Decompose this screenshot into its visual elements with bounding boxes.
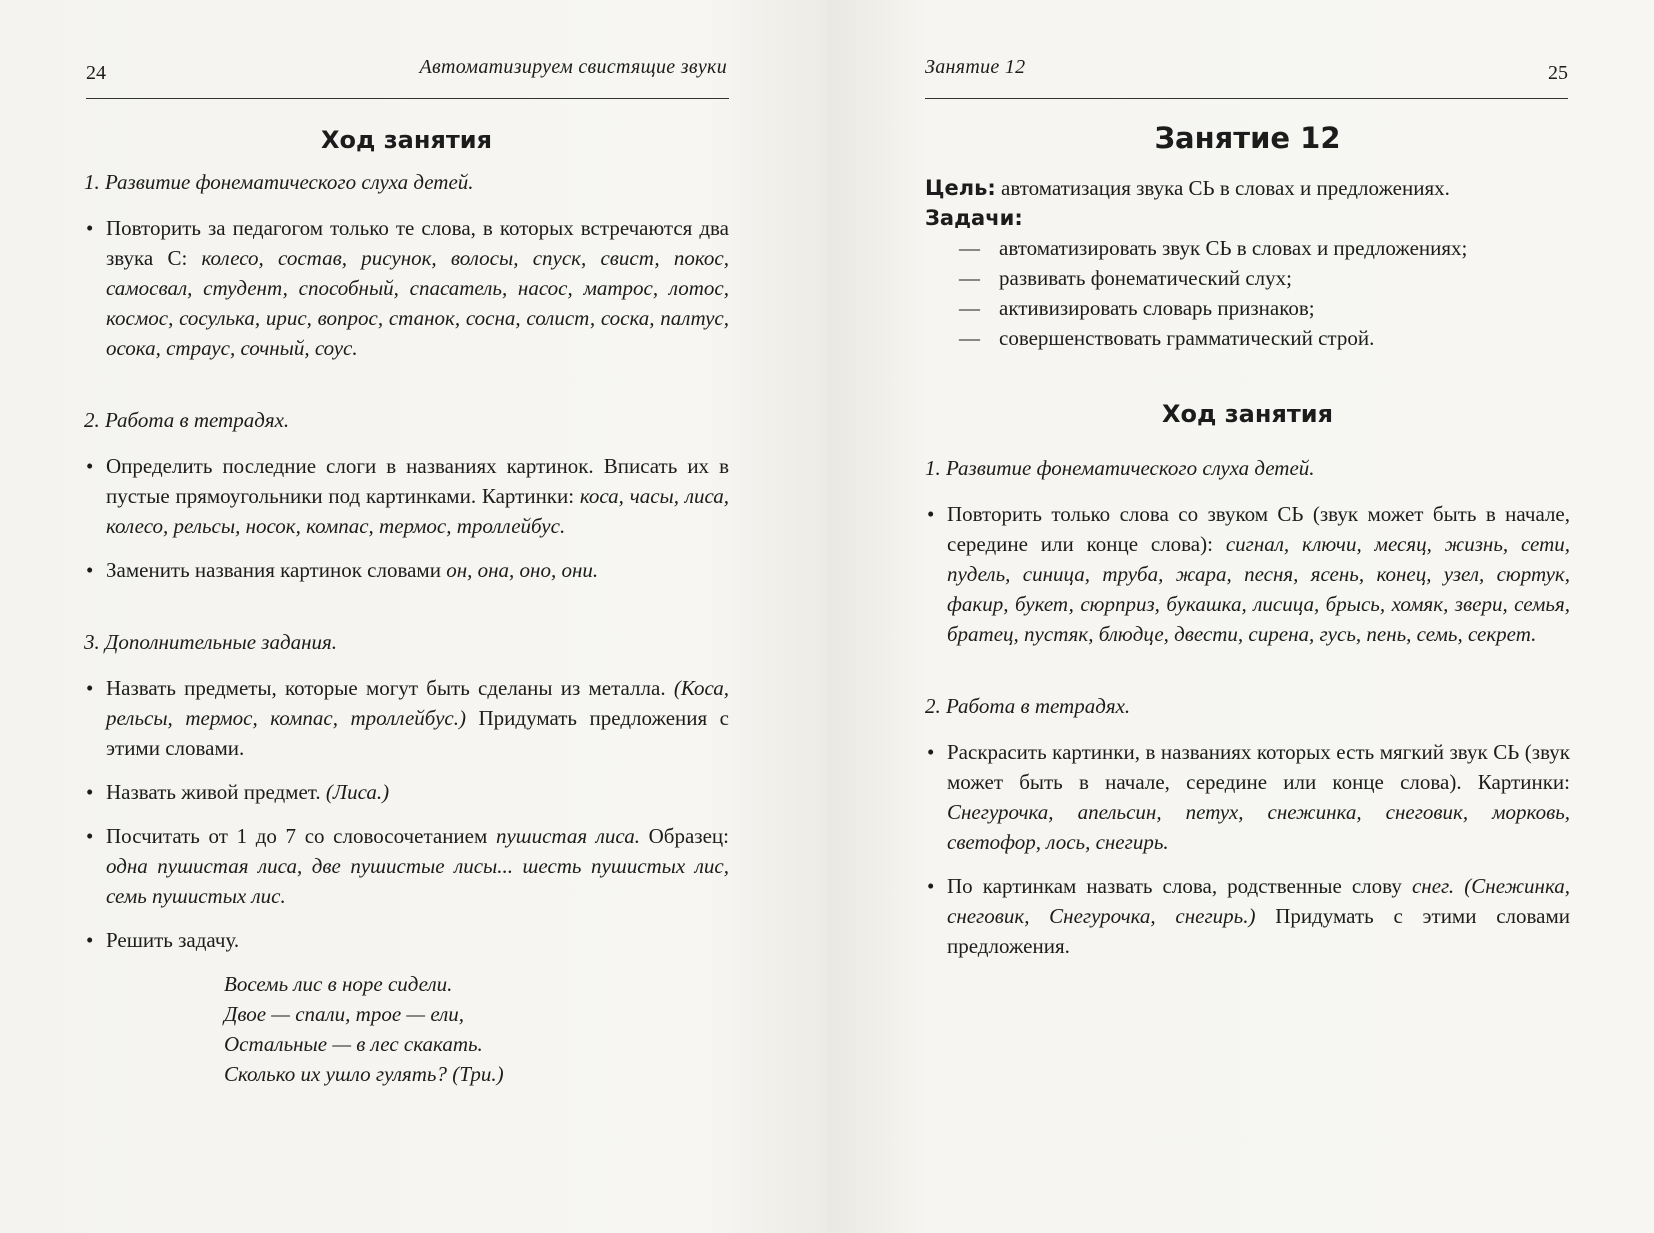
left-page-number: 24 bbox=[86, 62, 106, 84]
left-b5-words: (Лиса.) bbox=[325, 780, 390, 804]
left-b6-words2: одна пушистая лиса, две пушистые лисы... шесть пушистых лис, семь пушистых лис. bbox=[106, 854, 729, 908]
task-item: — развивать фонематический слух; bbox=[925, 263, 1570, 293]
right-b3-text: По картинкам назвать слова, родственные слову bbox=[947, 874, 1412, 898]
goal-label: Цель: bbox=[925, 176, 996, 200]
task-item: — активизировать словарь признаков; bbox=[925, 293, 1570, 323]
left-step3-title: 3. Дополнительные задания. bbox=[84, 630, 338, 654]
right-b3-words: снег. (Снежинка, снеговик, Снегурочка, снегирь.) bbox=[947, 874, 1570, 928]
left-b7-text: Решить задачу. bbox=[106, 928, 240, 952]
right-running-title: Занятие 12 bbox=[925, 56, 1026, 78]
left-running-title: Автоматизируем свистящие звуки bbox=[419, 56, 727, 78]
left-b5-text: Назвать живой предмет. bbox=[106, 780, 326, 804]
left-b4-text2: Придумать предложения с этими словами. bbox=[106, 706, 729, 760]
left-section-title: Ход занятия bbox=[321, 126, 492, 154]
right-b3-text2: Придумать с этими словами предложения. bbox=[947, 904, 1570, 958]
left-bullet-5 bbox=[84, 777, 729, 807]
right-b2-text: Раскрасить картинки, в названиях которых есть мягкий звук СЬ (звук может быть в начале, середине или конце слова). Картинки: bbox=[947, 740, 1570, 794]
right-page-number: 25 bbox=[1548, 62, 1568, 84]
left-b4-text: Назвать предметы, которые могут быть сделаны из металла. bbox=[106, 676, 674, 700]
poem-line: Сколько их ушло гулять? (Три.) bbox=[224, 1062, 504, 1086]
right-running-head bbox=[925, 50, 1568, 99]
left-b6-words: пушистая лиса. bbox=[495, 824, 640, 848]
left-bullet-3 bbox=[84, 555, 729, 585]
goal-block bbox=[925, 173, 1570, 353]
left-content bbox=[84, 115, 729, 1089]
task-item: — совершенствовать грамматический строй. bbox=[925, 323, 1570, 353]
lesson-title: Занятие 12 bbox=[1154, 121, 1341, 155]
left-b6-text2: Образец: bbox=[639, 824, 729, 848]
right-bullet-1 bbox=[925, 499, 1570, 649]
left-bullet-4 bbox=[84, 673, 729, 763]
left-b1-text: Повторить за педагогом только те слова, в которых встречаются два звука С: bbox=[106, 216, 729, 270]
poem-line: Восемь лис в норе сидели. bbox=[224, 972, 453, 996]
poem bbox=[224, 969, 729, 1089]
right-b1-words: сигнал, ключи, месяц, жизнь, сети, пудель, синица, труба, жара, песня, ясень, конец, узел, сюртук, факир, букет, сюрприз, букашка, лисица, брысь, хомяк, звери, семья, братец, пустяк, блюдце, двести, сирена, гусь, пень, семь, секрет. bbox=[947, 532, 1570, 646]
left-b6-text: Посчитать от 1 до 7 со словосочетанием bbox=[106, 824, 496, 848]
goal-line bbox=[925, 173, 1570, 203]
left-step1-title: 1. Развитие фонематического слуха детей. bbox=[84, 170, 474, 194]
left-running-head bbox=[86, 50, 729, 99]
left-bullet-1 bbox=[84, 213, 729, 363]
poem-line: Остальные — в лес скакать. bbox=[224, 1032, 483, 1056]
right-section-title: Ход занятия bbox=[1162, 400, 1333, 428]
left-bullet-6 bbox=[84, 821, 729, 911]
tasks-label: Задачи: bbox=[925, 206, 1023, 230]
right-bullet-2 bbox=[925, 737, 1570, 857]
right-bullet-3 bbox=[925, 871, 1570, 961]
left-step2-title: 2. Работа в тетрадях. bbox=[84, 408, 290, 432]
right-step2-title: 2. Работа в тетрадях. bbox=[925, 694, 1131, 718]
left-b2-words: коса, часы, лиса, колесо, рельсы, носок, компас, термос, троллейбус. bbox=[106, 484, 729, 538]
left-b3-words: он, она, оно, они. bbox=[446, 558, 599, 582]
left-bullet-7 bbox=[84, 925, 729, 955]
left-b3-text: Заменить названия картинок словами bbox=[106, 558, 447, 582]
right-content bbox=[925, 115, 1570, 975]
left-bullet-2 bbox=[84, 451, 729, 541]
left-b2-text: Определить последние слоги в названиях картинок. Вписать их в пустые прямоугольники под картинками. Картинки: bbox=[106, 454, 729, 508]
poem-line: Двое — спали, трое — ели, bbox=[224, 1002, 465, 1026]
right-step1-title: 1. Развитие фонематического слуха детей. bbox=[925, 456, 1315, 480]
right-b1-text: Повторить только слова со звуком СЬ (звук может быть в начале, середине или конце слова): bbox=[947, 502, 1570, 556]
goal-text: автоматизация звука СЬ в словах и предложениях. bbox=[995, 176, 1450, 200]
task-item: — автоматизировать звук СЬ в словах и предложениях; bbox=[925, 233, 1570, 263]
left-b4-words: (Коса, рельсы, термос, компас, троллейбус.) bbox=[106, 676, 729, 730]
right-b2-words: Снегурочка, апельсин, петух, снежинка, снеговик, морковь, светофор, лось, снегирь. bbox=[947, 800, 1570, 854]
left-b1-words: колесо, состав, рисунок, волосы, спуск, свист, покос, самосвал, студент, способный, спасатель, насос, матрос, лотос, космос, сосулька, ирис, вопрос, станок, сосна, солист, соска, палтус, осока, страус, сочный, соус. bbox=[106, 246, 729, 360]
